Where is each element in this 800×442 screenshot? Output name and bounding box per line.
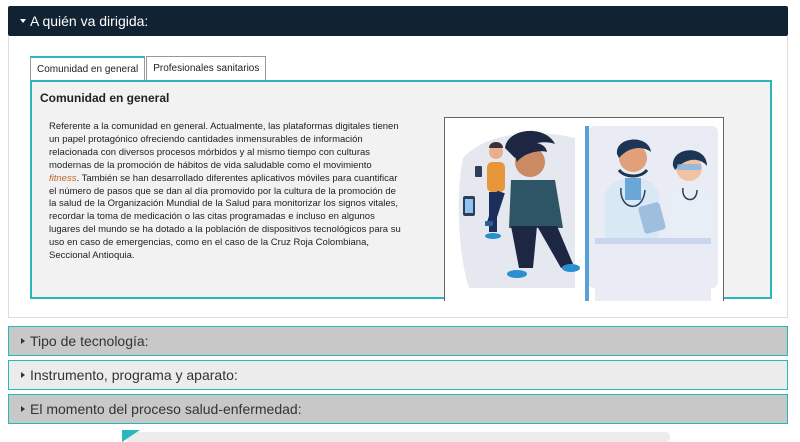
bottom-bar-tab-marker [122, 430, 140, 442]
paragraph-text-end: . También se han desarrollado diferentes aplicativos móviles para cuantificar el número de pasos que se dan al día promovido por la cultura de la promoción de la salud de la Organización Mundial de la Salud para monitorizar los signos vitales, recordar la toma de medicación o las citas programadas e incluso en algunos lugares del mundo se ha dotado a la población de dispositivos tecnológicos para su uso en caso de emergencias, como en el caso de la Cruz Roja Colombiana, Seccional Antioquia. [49, 172, 401, 262]
runners-and-doctors-illustration [445, 118, 724, 301]
caret-down-icon [20, 19, 26, 23]
tab-label: Profesionales sanitarios [153, 63, 260, 74]
tab-panel [30, 80, 772, 299]
panel-paragraph [49, 121, 404, 263]
accordion-body [8, 36, 788, 318]
panel-heading: Comunidad en general [40, 91, 170, 105]
health-illustration [444, 117, 724, 301]
caret-right-icon [21, 372, 25, 378]
accordion-header-instrumento-programa-aparato[interactable] [8, 360, 788, 390]
accordion-title: Tipo de tecnología: [30, 333, 149, 349]
accordion-title: El momento del proceso salud-enfermedad: [30, 401, 302, 417]
paragraph-text-start: Referente a la comunidad en general. Actualmente, las plataformas digitales tienen un papel protagónico ofreciendo cantidades inmensurables de información relacionada con diversos procesos mórbidos y al mismo tiempo con culturas modernas de la promoción de hábitos de vida saludable como el movimiento [49, 121, 399, 171]
tab-profesionales-sanitarios[interactable] [146, 56, 266, 80]
caret-right-icon [21, 338, 25, 344]
tab-label: Comunidad en general [37, 63, 139, 75]
tab-comunidad-en-general[interactable] [30, 56, 145, 80]
accordion-header-momento-proceso-salud-enfermedad[interactable] [8, 394, 788, 424]
accordion-header-a-quien-va-dirigida[interactable] [8, 6, 788, 36]
accordion-title: A quién va dirigida: [30, 13, 149, 29]
fitness-emphasis: fitness [49, 172, 77, 184]
bottom-scroll-bar [126, 432, 670, 442]
accordion-header-tipo-de-tecnologia[interactable] [8, 326, 788, 356]
caret-right-icon [21, 406, 25, 412]
accordion-title: Instrumento, programa y aparato: [30, 367, 238, 383]
tab-bar [30, 56, 266, 80]
